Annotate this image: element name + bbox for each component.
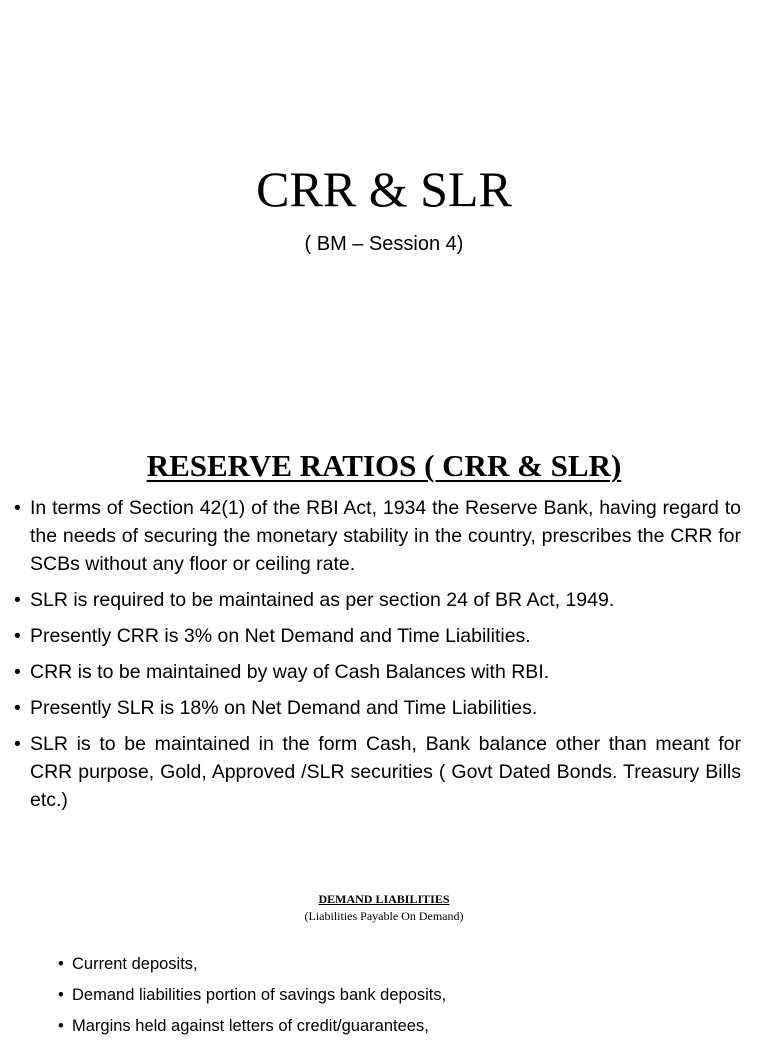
reserve-ratios-list (14, 494, 741, 822)
demand-liabilities-list (58, 952, 738, 1045)
demand-liabilities-subtitle: (Liabilities Payable On Demand) (304, 909, 464, 923)
list-item: • Current deposits, (58, 952, 738, 976)
list-item: • Presently CRR is 3% on Net Demand and Time Liabilities. (14, 622, 741, 650)
list-item: • SLR is required to be maintained as per section 24 of BR Act, 1949. (14, 586, 741, 614)
page-title: CRR & SLR (256, 161, 512, 217)
list-item: • Demand liabilities portion of savings bank deposits, (58, 983, 738, 1007)
list-item: • CRR is to be maintained by way of Cash Balances with RBI. (14, 658, 741, 686)
list-item: • SLR is to be maintained in the form Cash, Bank balance other than meant for CRR purpose, Gold, Approved /SLR securities ( Govt Dated Bonds. Treasury Bills etc.) (14, 730, 741, 814)
section-heading: RESERVE RATIOS ( CRR & SLR) (146, 448, 622, 483)
list-item: • Margins held against letters of credit/guarantees, (58, 1014, 738, 1038)
demand-liabilities-title: DEMAND LIABILITIES (318, 892, 450, 906)
list-item: • In terms of Section 42(1) of the RBI Act, 1934 the Reserve Bank, having regard to the needs of securing the monetary stability in the country, prescribes the CRR for SCBs without any floor or ceiling rate. (14, 494, 741, 578)
page-subtitle: ( BM – Session 4) (304, 233, 464, 255)
list-item: • Presently SLR is 18% on Net Demand and Time Liabilities. (14, 694, 741, 722)
